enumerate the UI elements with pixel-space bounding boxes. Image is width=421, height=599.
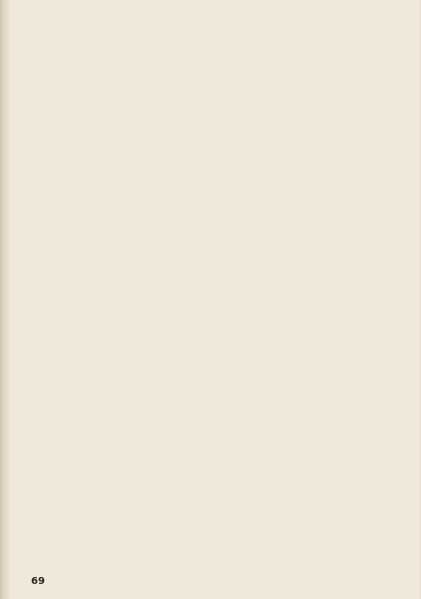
paragraph-1 — [35, 40, 400, 132]
paragraph-4 — [35, 404, 400, 524]
paragraph-2 — [35, 140, 400, 280]
paragraph-3 — [35, 288, 400, 396]
paragraph-5 — [35, 532, 400, 592]
page-number: 69 — [31, 576, 45, 587]
text-column — [35, 40, 400, 555]
